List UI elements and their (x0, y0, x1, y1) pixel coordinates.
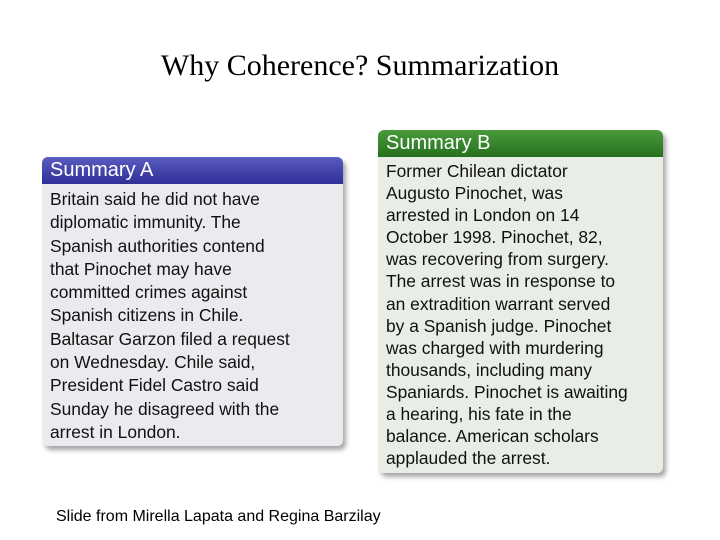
summary-b-heading: Summary B (378, 130, 663, 157)
summary-a-text: Britain said he did not have diplomatic immunity. The Spanish authorities contend that Pinochet may have committed crimes against Spanish citizens in Chile. Baltasar Garzon filed a request on Wednesday. Chile said, President Fidel Castro said Sunday he disagreed with the arrest in London. (42, 184, 343, 446)
summary-a-heading: Summary A (42, 157, 343, 184)
slide-credit: Slide from Mirella Lapata and Regina Barzilay (56, 508, 381, 525)
summary-a-card (42, 157, 343, 446)
summary-b-card (378, 130, 663, 473)
slide-title: Why Coherence? Summarization (160, 49, 560, 82)
summary-b-text: Former Chilean dictator Augusto Pinochet, was arrested in London on 14 October 1998. Pinochet, 82, was recovering from surgery. The arrest was in response to an extradition warrant served by a Spanish judge. Pinochet was charged with murdering thousands, including many Spaniards. Pinochet is awaiting a hearing, his fate in the balance. American scholars applauded the arrest. (378, 157, 663, 473)
